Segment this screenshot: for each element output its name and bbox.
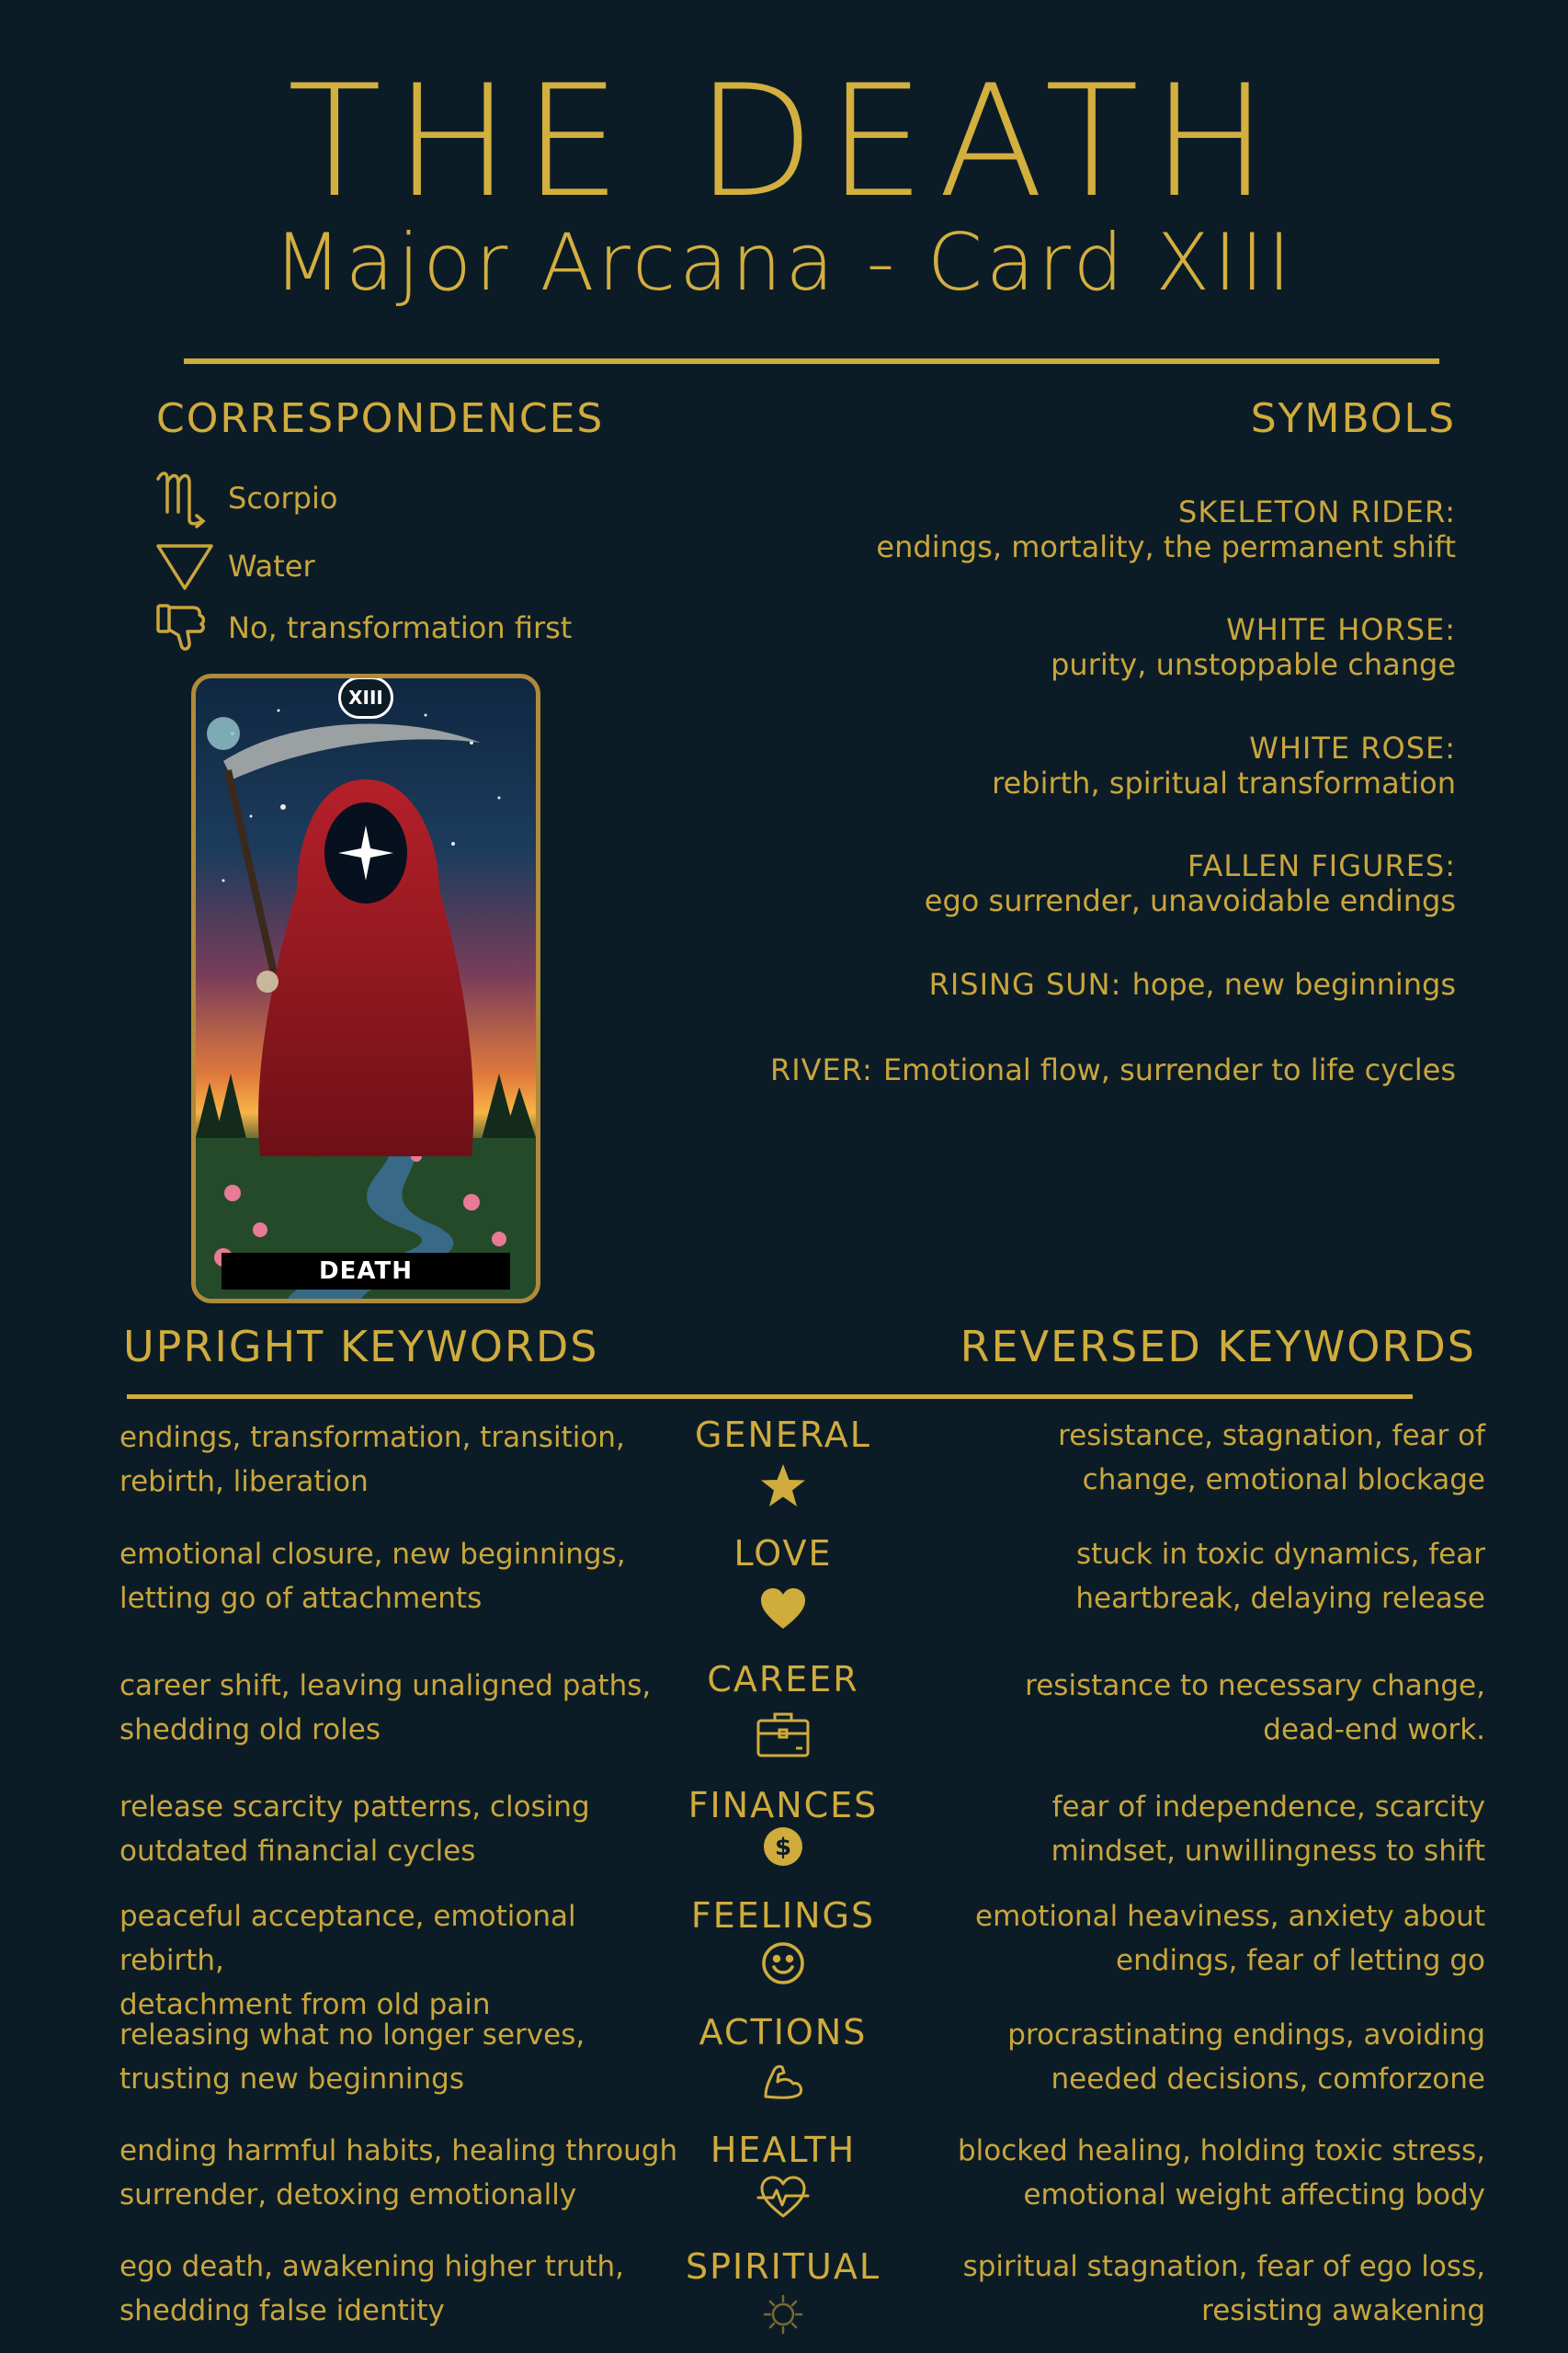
symbols-heading: SYMBOLS xyxy=(1250,395,1456,442)
symbol-meaning: purity, unstoppable change xyxy=(1051,647,1456,682)
symbol-meaning: hope, new beginnings xyxy=(1131,967,1456,1002)
keyword-line: letting go of attachments xyxy=(119,1582,483,1615)
keyword-line: resistance, stagnation, fear of xyxy=(1058,1419,1485,1452)
symbol-entry xyxy=(770,1052,1456,1087)
card-numeral-badge: XIII xyxy=(338,676,393,719)
keyword-line: emotional heaviness, anxiety about xyxy=(975,1900,1485,1933)
reversed-keywords xyxy=(915,1414,1485,1502)
keyword-line: detachment from old pain xyxy=(119,1988,491,2021)
reversed-keywords xyxy=(915,1894,1485,1983)
symbol-meaning: endings, mortality, the permanent shift xyxy=(876,529,1456,564)
reversed-keywords xyxy=(915,1532,1485,1620)
keyword-line: peaceful acceptance, emotional rebirth, xyxy=(119,1900,576,1977)
correspondence-label: Scorpio xyxy=(228,481,338,516)
heartbeat-icon xyxy=(756,2169,811,2224)
keyword-line: blocked healing, holding toxic stress, xyxy=(957,2134,1485,2167)
keyword-line: emotional weight affecting body xyxy=(1023,2178,1485,2211)
keyword-line: mindset, unwillingness to shift xyxy=(1051,1835,1485,1868)
keyword-line: shedding old roles xyxy=(119,1713,381,1746)
keyword-line: career shift, leaving unaligned paths, xyxy=(119,1669,652,1702)
upright-keywords-heading: UPRIGHT KEYWORDS xyxy=(123,1322,599,1371)
thumbs-down-icon xyxy=(154,598,215,657)
symbol-entry xyxy=(929,967,1456,1002)
symbol-name: SKELETON RIDER: xyxy=(1178,494,1456,529)
symbol-entry xyxy=(925,848,1456,918)
reversed-keywords xyxy=(915,2245,1485,2333)
keyword-line: surrender, detoxing emotionally xyxy=(119,2178,577,2211)
category-feelings: FEELINGS xyxy=(690,1895,876,1936)
scorpio-icon xyxy=(154,469,215,528)
category-actions: ACTIONS xyxy=(699,2012,868,2052)
page-subtitle: Major Arcana - Card XIII xyxy=(273,217,1295,309)
smiley-icon xyxy=(756,1936,811,1991)
keyword-line: shedding false identity xyxy=(119,2294,445,2327)
water-triangle-icon xyxy=(154,537,215,596)
symbol-entry xyxy=(876,494,1456,564)
keyword-line: endings, fear of letting go xyxy=(1116,1944,1485,1977)
symbol-name: WHITE HORSE: xyxy=(1226,612,1456,647)
keyword-line: ending harmful habits, healing through xyxy=(119,2134,678,2167)
category-finances: FINANCES xyxy=(687,1785,879,1825)
symbol-meaning: rebirth, spiritual transformation xyxy=(992,766,1456,801)
header-divider xyxy=(184,358,1439,364)
keyword-line: procrastinating endings, avoiding xyxy=(1007,2018,1485,2052)
upright-keywords xyxy=(119,1785,689,1873)
keyword-line: dead-end work. xyxy=(1263,1713,1485,1746)
keyword-line: resistance to necessary change, xyxy=(1025,1669,1485,1702)
upright-keywords xyxy=(119,1532,689,1620)
keyword-line: stuck in toxic dynamics, fear xyxy=(1075,1538,1485,1571)
keyword-line: needed decisions, comforzone xyxy=(1051,2063,1485,2096)
category-spiritual: SPIRITUAL xyxy=(685,2246,881,2287)
keyword-line: fear of independence, scarcity xyxy=(1051,1790,1485,1824)
keyword-line: resisting awakening xyxy=(1201,2294,1485,2327)
keyword-line: releasing what no longer serves, xyxy=(119,2018,585,2052)
briefcase-icon xyxy=(756,1707,811,1762)
upright-keywords xyxy=(119,2245,689,2333)
correspondence-item xyxy=(154,598,572,657)
reversed-keywords xyxy=(915,1664,1485,1752)
keyword-line: release scarcity patterns, closing xyxy=(119,1790,590,1824)
keyword-line: heartbreak, delaying release xyxy=(1075,1582,1485,1615)
correspondence-label: Water xyxy=(228,549,315,584)
correspondence-item xyxy=(154,537,315,596)
flexed-arm-icon xyxy=(756,2053,811,2109)
keyword-line: ego death, awakening higher truth, xyxy=(119,2250,624,2283)
category-career: CAREER xyxy=(707,1659,859,1699)
star-icon xyxy=(756,1459,811,1514)
upright-keywords xyxy=(119,2129,689,2217)
card-name-plate: DEATH xyxy=(222,1253,510,1290)
category-health: HEALTH xyxy=(710,2130,857,2170)
heart-icon xyxy=(756,1582,811,1637)
symbol-name: FALLEN FIGURES: xyxy=(1187,848,1456,883)
upright-keywords xyxy=(119,1894,689,2027)
page-title: THE DEATH xyxy=(287,51,1281,232)
keyword-line: rebirth, liberation xyxy=(119,1465,369,1498)
upright-keywords xyxy=(119,2013,689,2101)
symbol-name: RISING SUN: xyxy=(928,967,1132,1002)
symbol-entry xyxy=(992,731,1456,801)
symbol-name: WHITE ROSE: xyxy=(1249,731,1456,766)
reversed-keywords xyxy=(915,1785,1485,1873)
upright-keywords xyxy=(119,1415,689,1504)
upright-keywords xyxy=(119,1664,689,1752)
correspondence-label: No, transformation first xyxy=(228,610,573,645)
category-love: LOVE xyxy=(733,1533,833,1574)
reversed-keywords xyxy=(915,2129,1485,2217)
category-general: GENERAL xyxy=(695,1415,871,1455)
symbol-meaning: ego surrender, unavoidable endings xyxy=(924,883,1456,918)
symbol-meaning: Emotional flow, surrender to life cycles xyxy=(882,1052,1456,1087)
spiritual-sun-icon xyxy=(756,2287,811,2342)
symbol-name: RIVER: xyxy=(769,1052,883,1087)
keyword-line: emotional closure, new beginnings, xyxy=(119,1538,626,1571)
keywords-divider xyxy=(127,1394,1413,1399)
keyword-line: trusting new beginnings xyxy=(119,2063,464,2096)
symbol-entry xyxy=(1051,612,1456,682)
keyword-line: endings, transformation, transition, xyxy=(119,1421,625,1454)
correspondence-item xyxy=(154,469,337,528)
keyword-line: spiritual stagnation, fear of ego loss, xyxy=(962,2250,1485,2283)
reversed-keywords-heading: REVERSED KEYWORDS xyxy=(960,1322,1476,1371)
reversed-keywords xyxy=(915,2013,1485,2101)
tarot-card-image xyxy=(191,674,540,1303)
dollar-coin-icon xyxy=(756,1819,811,1874)
correspondences-heading: CORRESPONDENCES xyxy=(156,395,605,442)
keyword-line: outdated financial cycles xyxy=(119,1835,476,1868)
keyword-line: change, emotional blockage xyxy=(1082,1463,1485,1496)
svg-text:$: $ xyxy=(774,1834,792,1861)
